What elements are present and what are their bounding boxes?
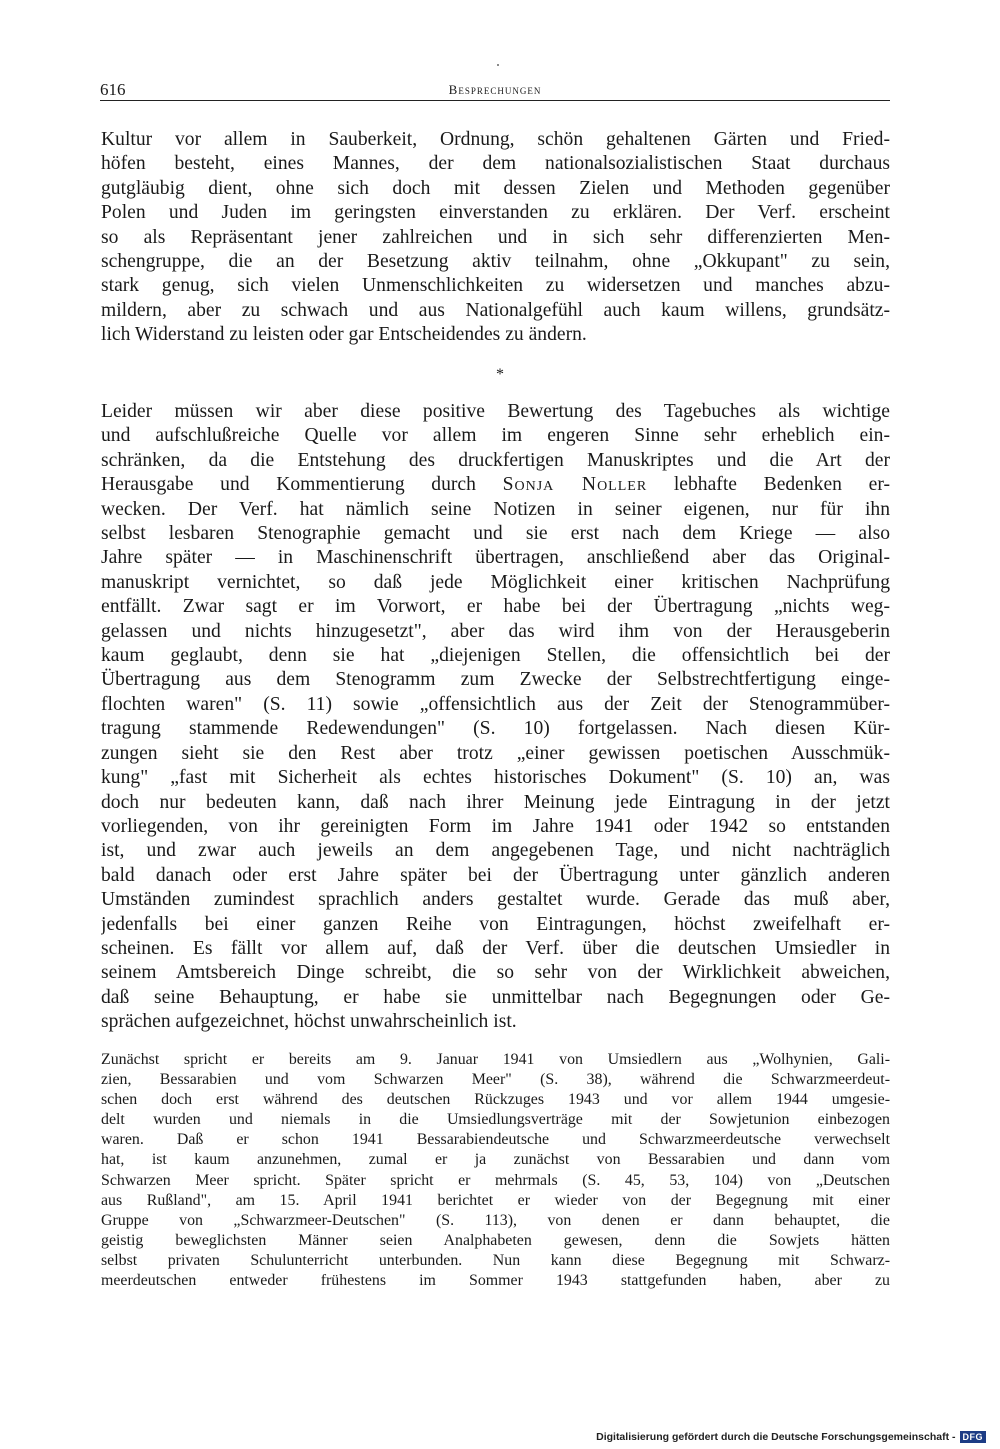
text-line: stark genug, sich vielen Unmenschlichkeiten zu widersetzen und manches abzu- [101,275,890,297]
page-number: 616 [100,80,126,99]
text-line: gutgläubig dient, ohne sich doch mit dessen Zielen und Methoden gegenüber [101,177,890,199]
text-fragment: Herausgabe und Kommentierung durch [101,474,476,496]
text-line: jedenfalls bei einer ganzen Reihe von Eintragungen, höchst zweifelhaft er- [101,913,890,935]
text-line: schengruppe, die an der Besetzung aktiv teilnahm, ohne „Okkupant" zu sein, [101,251,890,273]
text-line: delt wurden und niemals in die Umsiedlungsverträge mit der Sowjetunion einbezogen [101,1111,890,1129]
text-line: doch nur bedeuten kann, daß nach ihrer Meinung jede Eintragung in der jetzt [101,791,890,813]
text-line: Polen und Juden im geringsten einverstanden zu erklären. Der Verf. erscheint [101,202,890,224]
text-line: so als Repräsentant jener zahlreichen und in sich sehr differenzierten Men- [101,226,890,248]
text-line: lich Widerstand zu leisten oder gar Entscheidendes zu ändern. [101,324,587,346]
text-line: wecken. Der Verf. hat nämlich seine Notizen in seiner eigenen, nur für ihn [101,498,890,520]
text-line: schen doch erst während des deutschen Rückzuges 1943 und vor allem 1944 umgesie- [101,1091,890,1109]
text-line: schränken, da die Entstehung des druckfertigen Manuskriptes und die Art der [101,449,890,471]
text-line: bald danach oder erst Jahre später bei der Übertragung unter gänzlich anderen [101,864,890,886]
text-line: entfällt. Zwar sagt er im Vorwort, er habe bei der Übertragung „nichts weg- [101,596,890,618]
page-header [100,78,890,101]
text-line: scheinen. Es fällt vor allem auf, daß der Verf. über die deutschen Umsiedler in [101,937,890,959]
text-line: aus Rußland", am 15. April 1941 berichtet er wieder von der Begegnung mit einer [101,1191,890,1209]
text-line: meerdeutschen entweder frühestens im Sommer 1943 stattgefunden haben, aber zu [101,1272,890,1290]
scan-speck [497,64,499,66]
text-line: zungen sieht sie den Rest aber trotz „einer gewissen poetischen Ausschmük- [101,742,890,764]
text-line: Kultur vor allem in Sauberkeit, Ordnung, schön gehaltenen Gärten und Fried- [101,129,890,150]
digitization-credit [596,1431,986,1443]
paragraph-1 [101,128,890,348]
text-line: waren. Daß er schon 1941 Bessarabiendeutsche und Schwarzmeerdeutsche verwechselt [101,1131,890,1149]
text-line: kaum geglaubt, denn sie hat „diejenigen Stellen, die offensichtlich bei der [101,645,890,667]
credit-text: Digitalisierung gefördert durch die Deutsche Forschungsgemeinschaft - [596,1431,956,1443]
text-line: daß seine Behauptung, er habe sie unmittelbar nach Begegnungen oder Ge- [101,986,890,1008]
text-line: Zunächst spricht er bereits am 9. Januar 1941 von Umsiedlern aus „Wolhynien, Gali- [101,1051,890,1068]
text-line: vorliegenden, von ihr gereinigten Form im Jahre 1941 oder 1942 so entstanden [101,815,890,837]
text-line: geistig beweglichsten Männer seien Analphabeten gewesen, denn die Sowjets hätten [101,1231,890,1249]
text-line: hat, ist kaum anzunehmen, zumal er ja zunächst von Bessarabien und dann vom [101,1151,890,1169]
text-line: seinem Amtsbereich Dinge schreibt, die so sehr von der Wirklichkeit abweichen, [101,962,890,984]
text-line: tragung stammende Redewendungen" (S. 10) fortgelassen. Nach diesen Kür- [101,718,890,740]
text-line: zien, Bessarabien und vom Schwarzen Meer" (S. 38), während die Schwarzmeerdeut- [101,1071,890,1089]
dfg-logo: DFG [960,1431,987,1443]
text-line: Umständen zumindest sprachlich anders gestaltet wurde. Gerade das muß aber, [101,889,890,911]
text-line: Leider müssen wir aber diese positive Bewertung des Tagebuches als wichtige [101,401,890,422]
editor-name: Sonja Noller [502,474,648,496]
paragraph-3-small-print [101,1050,890,1291]
text-line: höfen besteht, eines Mannes, der dem nationalsozialistischen Staat durchaus [101,153,890,175]
text-line: kung" „fast mit Sicherheit als echtes historisches Dokument" (S. 10) an, was [101,767,890,789]
text-line: ist, und zwar auch jeweils an dem angegebenen Tage, und nicht nachträglich [101,840,890,862]
text-line: sprächen aufgezeichnet, höchst unwahrscheinlich ist. [101,1011,517,1033]
text-line: gelassen und nichts hinzugesetzt", aber das wird ihm von der Herausgeberin [101,620,890,642]
text-line: Schwarzen Meer spricht. Später spricht er mehrmals (S. 45, 53, 104) von „Deutschen [101,1171,890,1189]
text-line-with-name [101,473,890,497]
text-line: Gruppe von „Schwarzmeer-Deutschen" (S. 113), von denen er dann behauptet, die [101,1211,890,1229]
text-line: Übertragung aus dem Stenogramm zum Zwecke der Selbstrechtfertigung einge- [101,669,890,691]
text-line: flochten waren" (S. 11) sowie „offensichtlich aus der Zeit der Stenogrammüber- [101,693,890,715]
text-line: Jahre später — in Maschinenschrift übertragen, anschließend aber das Original- [101,547,890,569]
section-separator: * [496,366,504,383]
text-line: manuskript vernichtet, so daß jede Möglichkeit einer kritischen Nachprüfung [101,571,890,593]
text-line: selbst privaten Schulunterricht unterbunden. Nun kann diese Begegnung mit Schwarz- [101,1251,890,1269]
paragraph-2 [101,400,890,1035]
running-head: Besprechungen [448,82,542,97]
text-line: mildern, aber zu schwach und aus Nationalgefühl auch kaum willens, grundsätz- [101,299,890,321]
text-fragment: lebhafte Bedenken er- [673,474,890,496]
text-line: selbst lesbaren Stenographie gemacht und sie erst nach dem Kriege — also [101,523,890,545]
text-line: und aufschlußreiche Quelle vor allem im engeren Sinne sehr erheblich ein- [101,425,890,447]
